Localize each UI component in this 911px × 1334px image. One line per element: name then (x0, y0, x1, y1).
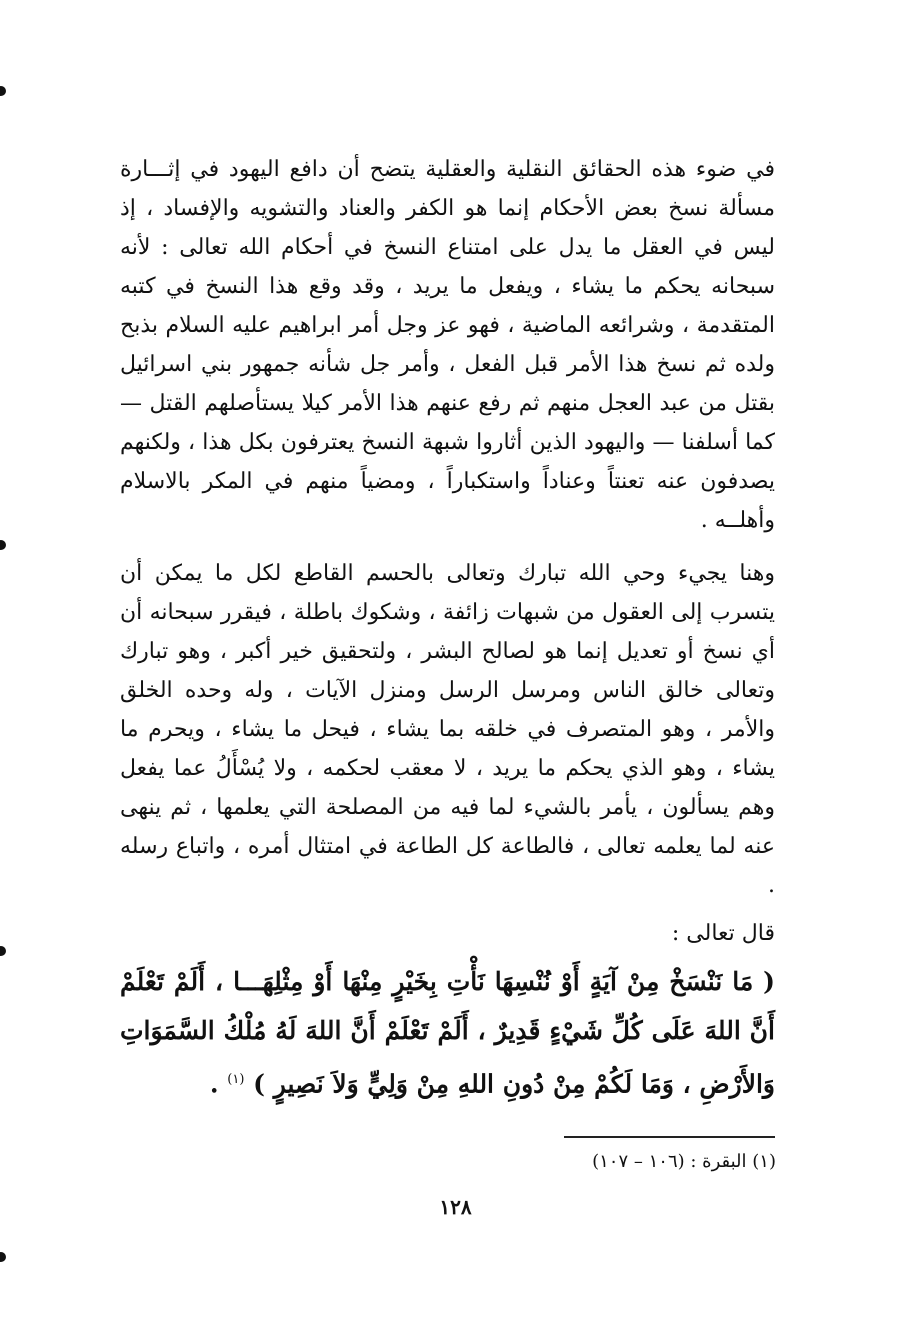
page-body (120, 150, 775, 1108)
paragraph-2: وهنا يجيء وحي الله تبارك وتعالى بالحسم القاطع لكل ما يمكن أن يتسرب إلى العقول من شبهات زائفة ، وشكوك باطلة ، فيقرر سبحانه أن أي نسخ أو تعديل إنما هو لصالح البشر ، ولتحقيق خير أكبر ، وهو تبارك وتعالى خالق الناس ومرسل الرسل ومنزل الآيات ، وله وحده الخلق والأمر ، وهو المتصرف في خلقه بما يشاء ، فيحل ما يشاء ، ويحرم ما يشاء ، وهو الذي يحكم ما يريد ، لا معقب لحكمه ، ولا يُسْأَلُ عما يفعل وهم يسألون ، يأمر بالشيء لما فيه من المصلحة التي يعلمها ، ثم ينهى عنه لما يعلمه تعالى ، فالطاعة كل الطاعة في امتثال أمره ، واتباع رسله . (120, 561, 775, 898)
page-number: ١٢٨ (439, 1195, 472, 1219)
footnote: (١) البقرة : (١٠٦ – ١٠٧) (592, 1151, 776, 1172)
punch-hole-mark (0, 540, 6, 550)
punch-hole-mark (0, 1252, 6, 1262)
paragraph-1: في ضوء هذه الحقائق النقلية والعقلية يتضح أن دافع اليهود في إثـــارة مسألة نسخ بعض الأحكام إنما هو الكفر والعناد والتشويه والإفساد ، إذ ليس في العقل ما يدل على امتناع النسخ في أحكام الله تعالى : لأنه سبحانه يحكم ما يشاء ، ويفعل ما يريد ، وقد وقع هذا النسخ في كتبه المتقدمة ، وشرائعه الماضية ، فهو عز وجل أمر ابراهيم عليه السلام بذبح ولده ثم نسخ هذا الأمر قبل الفعل ، وأمر جل شأنه جمهور بني اسرائيل بقتل من عبد العجل منهم ثم رفع عنهم هذا الأمر كيلا يستأصلهم القتل — كما أسلفنا — واليهود الذين أثاروا شبهة النسخ يعترفون بكل هذا ، ولكنهم يصدفون عنه تعنتاً وعناداً واستكباراً ، ومضياً منهم في المكر بالاسلام وأهلــه . (120, 157, 775, 533)
punch-hole-mark (0, 86, 6, 96)
verse-intro: قال تعالى : (671, 921, 775, 946)
verse-text: ( مَا نَنْسَخْ مِنْ آيَةٍ أَوْ نُنْسِهَا نَأْتِ بِخَيْرٍ مِنْهَا أَوْ مِثْلِهَـــا ، أَلَمْ تَعْلَمْ أَنَّ اللهَ عَلَى كُلِّ شَيْءٍ قَدِيرٌ ، أَلَمْ تَعْلَمْ أَنَّ اللهَ لَهُ مُلْكُ السَّمَوَاتِ وَالأَرْضِ ، وَمَا لَكُمْ مِنْ دُونِ اللهِ مِنْ وَلِيٍّ وَلاَ نَصِيرٍ ) (120, 967, 775, 1099)
punch-hole-mark (0, 946, 6, 956)
quran-verse (120, 957, 775, 1108)
footnote-marker: (١) (227, 1072, 245, 1087)
footnote-divider (564, 1136, 775, 1138)
verse-end: . (209, 1069, 219, 1099)
